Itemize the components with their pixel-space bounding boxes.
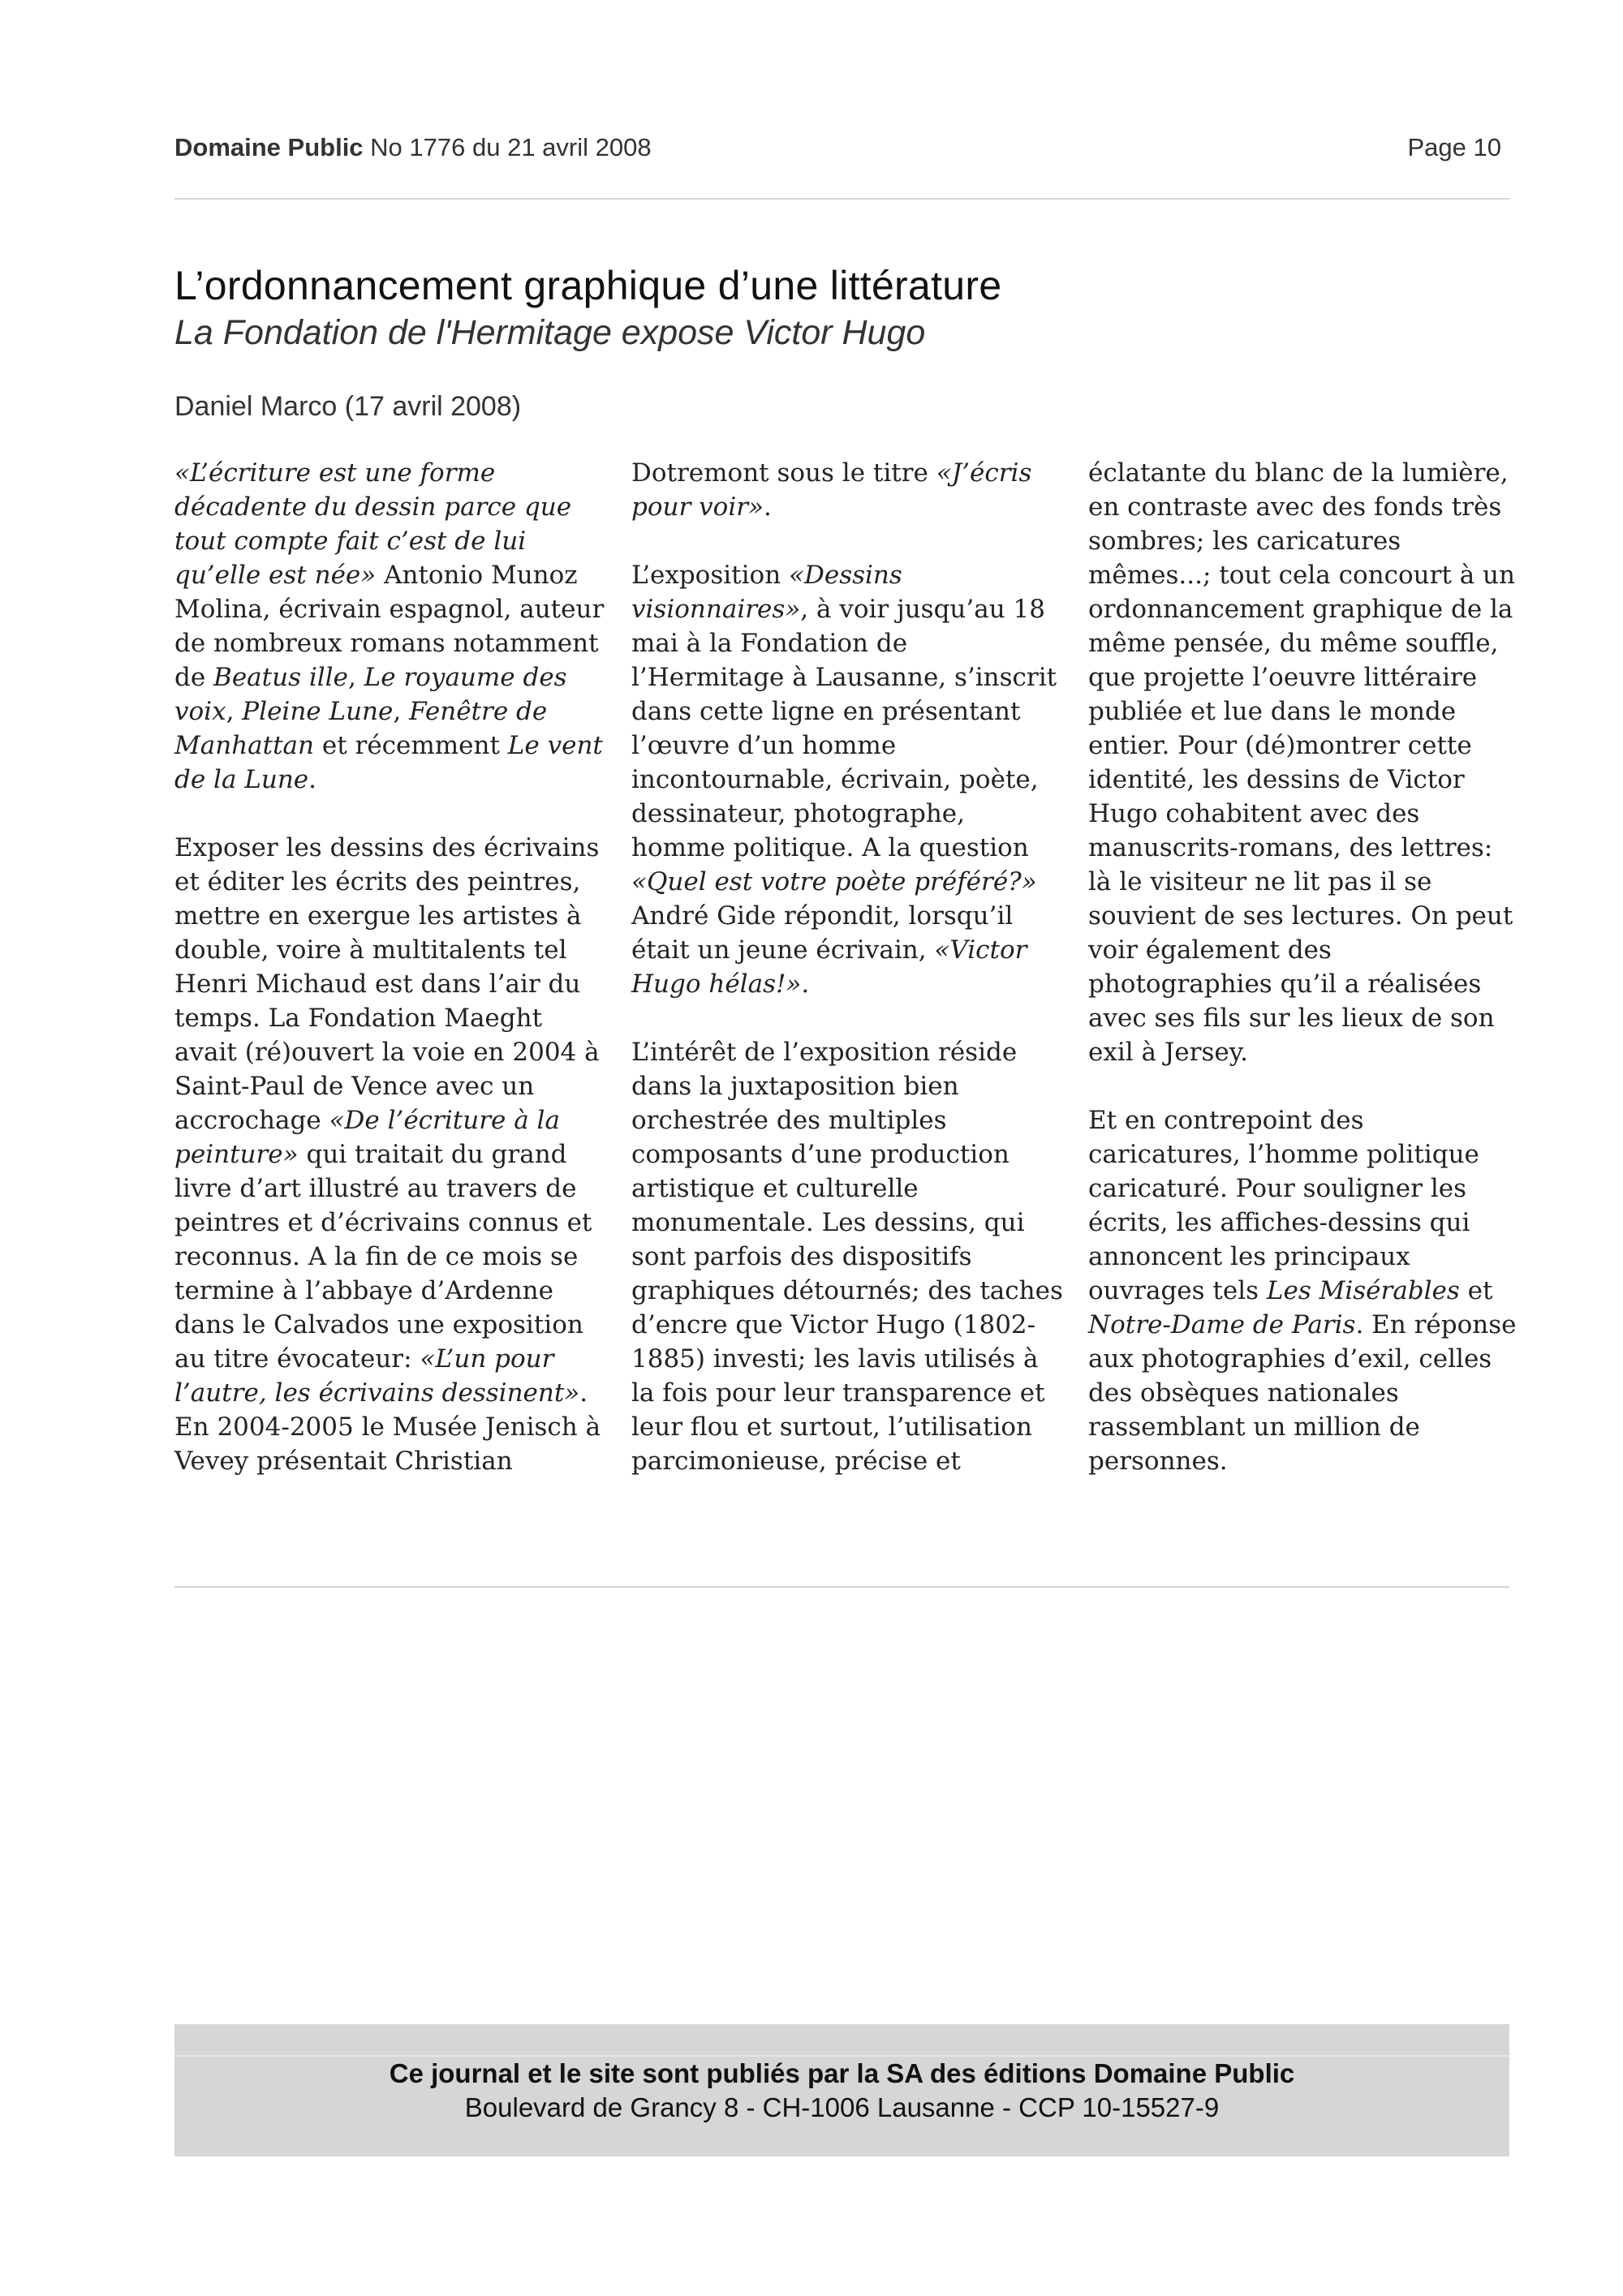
italic-text: Pleine Lune (242, 697, 394, 726)
text-run: . (308, 765, 317, 794)
italic-text: «Victor Hugo hélas!» (631, 935, 1027, 999)
text-run: André Gide répondit, lorsqu’il était un jeune écrivain, (631, 901, 1014, 965)
italic-text: Les Misérables (1266, 1276, 1460, 1305)
italic-text: «Quel est votre poète préféré?» (631, 867, 1037, 896)
text-run: . (801, 970, 810, 999)
italic-text: «L’écriture est une forme décadente du dessin parce que tout compte fait c’est de lui qu’elle est née» (174, 458, 572, 590)
publication-name: Domaine Public (174, 133, 364, 161)
text-run: Antonio Munoz Molina, écrivain espagnol, auteur de nombreux romans notamment de (174, 561, 605, 692)
footer-divider (174, 2055, 1509, 2057)
article-column-1 (174, 456, 609, 1512)
italic-text: «Dessins visionnaires» (631, 561, 902, 624)
italic-text: Notre-Dame de Paris (1088, 1310, 1356, 1339)
publisher-footer (174, 2024, 1509, 2156)
header-divider (174, 198, 1509, 200)
article-paragraph (631, 1035, 1066, 1478)
text-run: , (226, 697, 243, 726)
article-title: L’ordonnancement graphique d’une littérature (174, 263, 1002, 308)
text-run: . En réponse aux photographies d’exil, celles des obsèques nationales rassemblant un million de personnes. (1088, 1310, 1517, 1476)
italic-text: «De l’écriture à la peinture» (174, 1106, 560, 1169)
italic-text: Le vent de la Lune (174, 731, 603, 794)
text-run: , à voir jusqu’au 18 mai à la Fondation de l’Hermitage à Lausanne, s’inscrit dans cette ligne en présentant l’œuvre d’un homme incontournable, écrivain, poète, dessinateur, photographe, homme politique. A la question (631, 595, 1057, 862)
issue-info: No 1776 du 21 avril 2008 (370, 133, 652, 161)
article-column-3 (1088, 456, 1523, 1512)
article-paragraph (1088, 456, 1523, 1069)
text-run: , (347, 663, 364, 692)
article-paragraph (631, 558, 1066, 1001)
text-run: L’exposition (631, 561, 790, 590)
article-paragraph (631, 456, 1066, 524)
text-run: L’intérêt de l’exposition réside dans la juxtaposition bien orchestrée des multiples composants d’une production artistique et culturelle monumentale. Les dessins, qui sont parfois des dispositifs graphiques détournés; des taches d’encre que Victor Hugo (1802-1885) investi; les lavis utilisés à la fois pour leur transparence et leur flou et surtout, l’utilisation parcimonieuse, précise et (631, 1038, 1063, 1476)
article-paragraph (174, 456, 609, 797)
article-paragraph (1088, 1103, 1523, 1478)
page-header (174, 133, 1509, 174)
article-end-divider (174, 1586, 1509, 1588)
article-paragraph (174, 831, 609, 1478)
article-column-2 (631, 456, 1066, 1512)
page-number: Page 10 (1407, 133, 1501, 161)
text-run: éclatante du blanc de la lumière, en contraste avec des fonds très sombres; les caricatures mêmes...; tout cela concourt à un ordonnancement graphique de la même pensée, du même souffle, que projette l’oeuvre littéraire publiée et lue dans le monde entier. Pour (dé)montrer cette identité, les dessins de Victor Hugo cohabitent avec des manuscrits-romans, des lettres: là le visiteur ne lit pas il se souvient de ses lectures. On peut voir également des photographies qu’il a réalisées avec ses fils sur les lieux de son exil à Jersey. (1088, 458, 1515, 1067)
italic-text: «J’écris pour voir» (631, 458, 1032, 522)
article-subtitle: La Fondation de l'Hermitage expose Victor Hugo (174, 313, 926, 352)
text-run: et récemment (314, 731, 508, 760)
footer-publisher-line: Ce journal et le site sont publiés par la SA des éditions Domaine Public (389, 2058, 1295, 2088)
text-run: . En 2004-2005 le Musée Jenisch à Vevey présentait Christian (174, 1378, 601, 1476)
text-run: . (764, 492, 772, 522)
text-run: , (393, 697, 410, 726)
text-run: Dotremont sous le titre (631, 458, 936, 488)
text-run: Et en contrepoint des caricatures, l’homme politique caricaturé. Pour souligner les écrits, les affiches-dessins qui annoncent les principaux ouvrages tels (1088, 1106, 1479, 1305)
italic-text: «L’un pour l’autre, les écrivains dessinent» (174, 1344, 580, 1408)
text-run: Exposer les dessins des écrivains et éditer les écrits des peintres, mettre en exergue les artistes à double, voire à multitalents tel Henri Michaud est dans l’air du temps. La Fondation Maeght avait (ré)ouvert la voie en 2004 à Saint-Paul de Vence avec un accrochage (174, 833, 600, 1135)
article-byline: Daniel Marco (17 avril 2008) (174, 391, 522, 422)
text-run: et (1459, 1276, 1493, 1305)
italic-text: Le royaume des voix (174, 663, 567, 726)
text-run: qui traitait du grand livre d’art illustré au travers de peintres et d’écrivains connus et reconnus. A la fin de ce mois se termine à l’abbaye d’Ardenne dans le Calvados une exposition au titre évocateur: (174, 1140, 592, 1374)
italic-text: Beatus ille (213, 663, 348, 692)
italic-text: Fenêtre de Manhattan (174, 697, 548, 760)
footer-address-line: Boulevard de Grancy 8 - CH-1006 Lausanne - CCP 10-15527-9 (464, 2092, 1220, 2122)
